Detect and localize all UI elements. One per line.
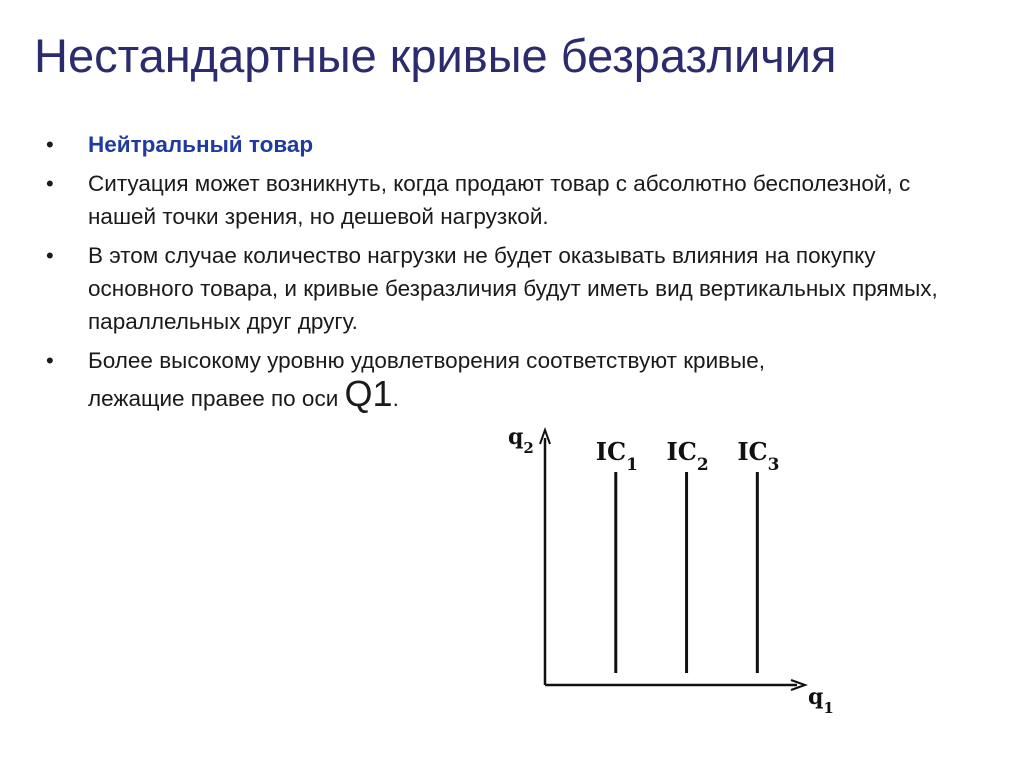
bullet-text: В этом случае количество нагрузки не будет оказывать влияния на покупку основного товара, и кривые безразличия будут иметь вид вертикальных прямых, параллельных друг другу. xyxy=(88,243,938,334)
y-axis-label: $q_2$ xyxy=(508,424,534,457)
bullet-text-line1: Более высокому уровню удовлетворения соответствуют кривые, xyxy=(88,348,766,373)
bullet-item xyxy=(46,239,976,338)
axis-symbol-q1: Q1 xyxy=(344,373,393,414)
bullet-dot: • xyxy=(46,171,54,196)
bullet-dot: • xyxy=(46,243,54,268)
bullet-text: Нейтральный товар xyxy=(88,132,314,157)
slide-title: Нестандартные кривые безразличия xyxy=(34,29,837,82)
curve-label-ic3: $IC_3$ xyxy=(737,437,780,475)
bullet-text-line2: лежащие правее по оси xyxy=(88,386,345,411)
bullet-text: Ситуация может возникнуть, когда продают товар с абсолютно бесполезной, с нашей точки зрения, но дешевой нагрузкой. xyxy=(88,171,911,229)
bullet-text-end: . xyxy=(392,386,399,411)
bullet-item xyxy=(46,128,976,161)
indifference-chart xyxy=(490,400,850,730)
curve-label-ic1: $IC_1$ xyxy=(595,437,638,475)
x-axis-label: $q_1$ xyxy=(808,684,834,717)
curve-label-ic2: $IC_2$ xyxy=(666,437,709,475)
bullet-dot: • xyxy=(46,348,54,373)
bullet-item xyxy=(46,167,976,233)
bullet-list xyxy=(46,128,976,421)
bullet-dot: • xyxy=(46,132,54,157)
